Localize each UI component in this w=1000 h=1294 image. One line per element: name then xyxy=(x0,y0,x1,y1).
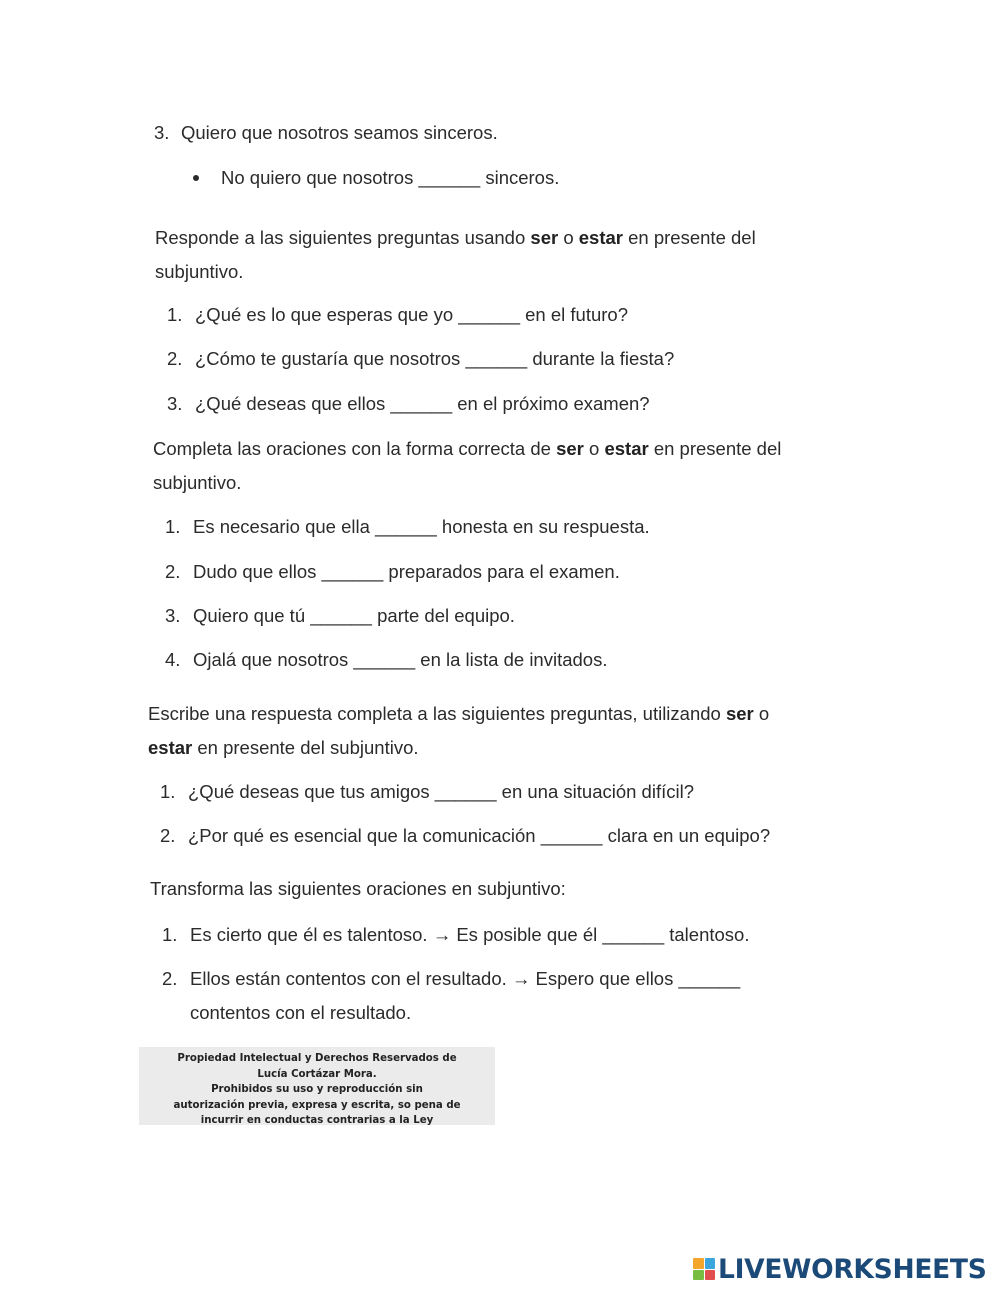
logo-tile xyxy=(705,1270,716,1281)
logo-icon xyxy=(693,1258,715,1280)
item-number: 1. xyxy=(160,781,176,802)
item-number: 3. xyxy=(165,605,181,626)
question-text: ¿Qué es lo que esperas que yo ______ en el futuro? xyxy=(195,304,628,325)
notice-line: Lucía Cortázar Mora. xyxy=(257,1068,377,1080)
notice-line: Propiedad Intelectual y Derechos Reservados de xyxy=(177,1053,457,1064)
logo-tile xyxy=(705,1258,716,1269)
bullet-text: No quiero que nosotros ______ sinceros. xyxy=(221,167,560,188)
item-number: 2. xyxy=(162,968,178,989)
item-number: 1. xyxy=(165,516,181,537)
section2-instructions: Completa las oraciones con la forma correcta de ser o estar en presente del subjuntivo. xyxy=(153,438,782,493)
question-text: ¿Qué deseas que ellos ______ en el próximo examen? xyxy=(195,393,650,414)
item-number: 3. xyxy=(167,393,183,414)
item-number: 2. xyxy=(167,348,183,369)
sentence-text: Ojalá que nosotros ______ en la lista de invitados. xyxy=(193,649,608,670)
logo-text: LIVEWORKSHEETS xyxy=(718,1253,987,1285)
sentence-text: Quiero que tú ______ parte del equipo. xyxy=(193,605,515,626)
liveworksheets-logo[interactable] xyxy=(693,1254,987,1284)
sentence-text: Quiero que nosotros seamos sinceros. xyxy=(181,122,498,143)
question-text: ¿Cómo te gustaría que nosotros ______ durante la fiesta? xyxy=(195,348,675,369)
copyright-notice xyxy=(139,1047,495,1125)
notice-line: Prohibidos su uso y reproducción sin xyxy=(211,1084,423,1095)
question-text: ¿Por qué es esencial que la comunicación ______ clara en un equipo? xyxy=(188,825,771,846)
section4-instructions: Transforma las siguientes oraciones en subjuntivo: xyxy=(150,878,566,899)
notice-line: autorización previa, expresa y escrita, so pena de xyxy=(173,1099,461,1111)
sentence-text: Es cierto que él es talentoso. → Es posible que él ______ talentoso. xyxy=(190,924,750,945)
question-text: ¿Qué deseas que tus amigos ______ en una situación difícil? xyxy=(188,781,694,802)
item-number: 2. xyxy=(160,825,176,846)
section3-instructions: Escribe una respuesta completa a las siguientes preguntas, utilizando ser o estar en presente del subjuntivo. xyxy=(148,703,770,758)
section1-instructions: Responde a las siguientes preguntas usando ser o estar en presente del subjuntivo. xyxy=(155,227,756,282)
logo-tile xyxy=(693,1270,704,1281)
sentence-text: Dudo que ellos ______ preparados para el examen. xyxy=(193,561,620,582)
sentence-text-line2: contentos con el resultado. xyxy=(190,1002,412,1023)
item-number: 1. xyxy=(167,304,183,325)
item-number: 2. xyxy=(165,561,181,582)
logo-tile xyxy=(693,1258,704,1269)
sentence-text: Es necesario que ella ______ honesta en su respuesta. xyxy=(193,516,650,537)
sentence-text-line1: Ellos están contentos con el resultado. → Espero que ellos ______ xyxy=(190,968,741,989)
item-number: 3. xyxy=(154,122,170,143)
item-number: 4. xyxy=(165,649,181,670)
bullet-icon xyxy=(193,175,199,181)
item-number: 1. xyxy=(162,924,178,945)
notice-line: incurrir en conductas contrarias a la Ley xyxy=(200,1115,434,1126)
